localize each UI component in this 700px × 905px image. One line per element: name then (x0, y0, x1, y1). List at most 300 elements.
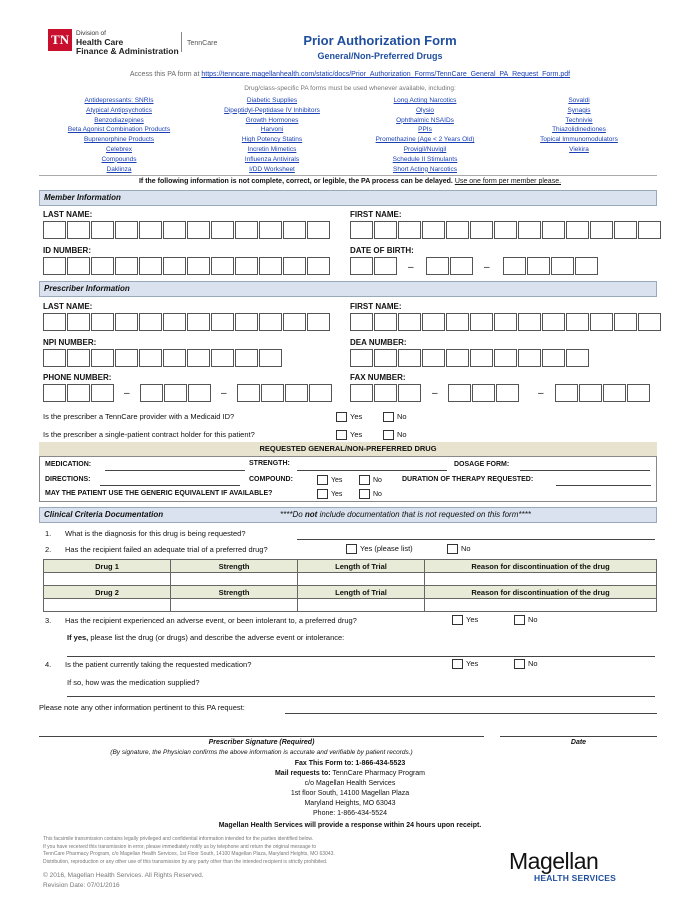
member-id-boxes[interactable] (43, 257, 331, 275)
char-box[interactable] (350, 349, 373, 367)
char-box[interactable] (115, 313, 138, 331)
confid-line3: TennCare Pharmacy Program, c/o Magellan Health Services, 1st Floor South, 14100 Magellan Plaza, Maryland Heights, MO 63043. (43, 851, 335, 857)
drug-link[interactable]: Sovaldi (568, 97, 590, 104)
char-box[interactable] (67, 313, 90, 331)
char-box[interactable] (470, 313, 493, 331)
char-box[interactable] (115, 221, 138, 239)
no-label: No (528, 659, 538, 668)
drug-link[interactable]: Benzodiazepines (94, 116, 144, 124)
prescriber-last-name-boxes[interactable] (43, 313, 331, 331)
table-row[interactable] (44, 599, 657, 612)
char-box[interactable] (115, 349, 138, 367)
clinical-section-bar (39, 507, 657, 523)
other-info-label: Please note any other information pertinent to this PA request: (39, 703, 245, 712)
q3-follow-bold: If yes, (67, 633, 89, 642)
yes-label: Yes (350, 430, 363, 439)
char-box[interactable] (43, 221, 66, 239)
char-box[interactable] (603, 384, 626, 402)
q2-number: 2. (45, 545, 52, 554)
q4-answer-line[interactable] (67, 696, 655, 697)
char-box[interactable] (259, 257, 282, 275)
drug-link[interactable]: Promethazine (Age < 2 Years Old) (375, 136, 475, 144)
char-box[interactable] (307, 313, 330, 331)
char-box[interactable] (638, 313, 661, 331)
magellan-logo-sub: HEALTH SERVICES (534, 873, 617, 883)
npi-boxes[interactable] (43, 349, 283, 367)
yes-label: Yes (466, 659, 479, 668)
char-box[interactable] (470, 221, 493, 239)
char-box[interactable] (614, 221, 637, 239)
char-box[interactable] (398, 349, 421, 367)
yes-label: Yes (please list) (360, 544, 413, 553)
other-info-line[interactable] (285, 713, 657, 714)
char-box[interactable] (43, 313, 66, 331)
drug-link[interactable]: Compounds (101, 155, 137, 163)
char-box[interactable] (188, 384, 211, 402)
char-box[interactable] (542, 221, 565, 239)
char-box[interactable] (398, 221, 421, 239)
checkbox[interactable] (452, 615, 463, 625)
warning-link: Use one form per member please. (454, 178, 562, 185)
drug-link[interactable]: Daklinza (106, 165, 132, 173)
confidentiality-notice (43, 836, 335, 866)
dept-line1: Division of (76, 30, 106, 37)
drug-link[interactable]: High Potency Statins (241, 136, 303, 144)
drug-link[interactable]: Incretin Mimetics (247, 146, 297, 153)
duration-line[interactable] (556, 485, 651, 486)
checkbox[interactable] (346, 544, 357, 554)
table-header-cell: Drug 1 (44, 560, 171, 573)
checkbox[interactable] (317, 475, 328, 485)
warning-text: If the following information is not complete, correct, or legible, the PA process can be delayed. (138, 178, 453, 185)
header-divider (181, 32, 182, 52)
char-box[interactable] (163, 349, 186, 367)
mail-line2: c/o Magellan Health Services (304, 780, 396, 787)
q3-text: Has the recipient experienced an adverse event, or been intolerant to, a preferred drug? (65, 616, 357, 625)
drug-link[interactable]: Provigil/Nuvigil (403, 146, 447, 153)
char-box[interactable] (67, 221, 90, 239)
q2-yes[interactable] (346, 544, 413, 554)
revision-date: Revision Date: 07/01/2016 (43, 882, 120, 889)
directions-label: DIRECTIONS: (45, 476, 91, 483)
access-line (0, 71, 700, 78)
drug-link[interactable]: Ophthalmic NSAIDs (396, 116, 454, 124)
char-box[interactable] (259, 349, 282, 367)
phone-area-boxes[interactable] (43, 384, 115, 402)
dosage-form-line[interactable] (520, 470, 650, 471)
warning-line (0, 178, 700, 185)
q-single-no[interactable] (383, 430, 407, 440)
q1-text: What is the diagnosis for this drug is being requested? (65, 529, 246, 538)
note-post: include documentation that is not requested on this form**** (317, 510, 531, 519)
char-box[interactable] (527, 257, 550, 275)
drug-link[interactable]: Buprenorphine Products (83, 136, 155, 144)
char-box[interactable] (374, 349, 397, 367)
medication-line[interactable] (105, 470, 245, 471)
char-box[interactable] (211, 313, 234, 331)
char-box[interactable] (235, 257, 258, 275)
signature-line[interactable] (39, 736, 484, 737)
char-box[interactable] (472, 384, 495, 402)
char-box[interactable] (422, 313, 445, 331)
char-box[interactable] (43, 257, 66, 275)
duration-label: DURATION OF THERAPY REQUESTED: (402, 476, 534, 483)
generic-no[interactable] (359, 489, 382, 499)
copyright: © 2016, Magellan Health Services. All Rights Reserved. (43, 872, 204, 879)
char-box[interactable] (283, 221, 306, 239)
fax-area-boxes[interactable] (350, 384, 422, 402)
drug-link[interactable]: Harvoni (260, 126, 284, 134)
class-note: Drug/class-specific PA forms must be used whenever available, including: (244, 85, 456, 92)
char-box[interactable] (494, 221, 517, 239)
prescriber-section-bar: Prescriber Information (39, 281, 657, 297)
char-box[interactable] (163, 221, 186, 239)
char-box[interactable] (426, 257, 449, 275)
dosage-form-label: DOSAGE FORM: (454, 461, 510, 468)
char-box[interactable] (283, 313, 306, 331)
q1-answer-line[interactable] (297, 539, 655, 540)
drug-link[interactable]: Diabetic Supplies (246, 97, 298, 104)
char-box[interactable] (91, 313, 114, 331)
drug-link[interactable]: Antidepressants: SNRIs (84, 97, 154, 104)
drug-link[interactable]: Topical Immunomodulators (540, 136, 618, 144)
tenncare-label: TennCare (187, 40, 218, 47)
no-label: No (373, 490, 382, 498)
date-line[interactable] (500, 736, 657, 737)
table-row[interactable] (44, 573, 657, 586)
char-box[interactable] (575, 257, 598, 275)
char-box[interactable] (638, 221, 661, 239)
char-box[interactable] (518, 313, 541, 331)
char-box[interactable] (237, 384, 260, 402)
clinical-note (280, 510, 531, 519)
checkbox[interactable] (359, 489, 370, 499)
fax-dash-2: – (538, 388, 544, 399)
char-box[interactable] (283, 257, 306, 275)
char-box[interactable] (235, 349, 258, 367)
dea-boxes[interactable] (350, 349, 590, 367)
char-box[interactable] (542, 349, 565, 367)
char-box[interactable] (350, 313, 373, 331)
checkbox[interactable] (383, 412, 394, 422)
checkbox[interactable] (514, 659, 525, 669)
char-box[interactable] (350, 257, 373, 275)
yes-label: Yes (331, 476, 343, 484)
fax-line-boxes[interactable] (555, 384, 651, 402)
char-box[interactable] (566, 221, 589, 239)
char-box[interactable] (398, 313, 421, 331)
clinical-section-title: Clinical Criteria Documentation (44, 510, 164, 519)
char-box[interactable] (163, 313, 186, 331)
char-box[interactable] (446, 221, 469, 239)
char-box[interactable] (422, 349, 445, 367)
no-label: No (461, 544, 471, 553)
dob-dash-2: – (484, 262, 490, 273)
member-last-name-label: LAST NAME: (43, 210, 93, 219)
table-header-row (44, 586, 657, 599)
checkbox[interactable] (383, 430, 394, 440)
char-box[interactable] (590, 313, 613, 331)
response-line: Magellan Health Services will provide a response within 24 hours upon receipt. (218, 822, 482, 829)
drug-link[interactable]: Technivie (565, 116, 593, 124)
q3-no[interactable] (514, 615, 538, 625)
no-label: No (397, 430, 407, 439)
char-box[interactable] (555, 384, 578, 402)
char-box[interactable] (67, 349, 90, 367)
char-box[interactable] (566, 313, 589, 331)
phone-dash-1: – (124, 388, 130, 399)
access-url-link[interactable]: https://tenncare.magellanhealth.com/static/docs/Prior_Authorization_Forms/TennCare_General_PA_Request_Form.pdf (201, 71, 571, 78)
char-box[interactable] (140, 384, 163, 402)
date-label: Date (570, 739, 587, 746)
member-section-bar: Member Information (39, 190, 657, 206)
char-box[interactable] (43, 384, 66, 402)
mail-label: Mail requests to: (274, 770, 331, 777)
char-box[interactable] (374, 313, 397, 331)
char-box[interactable] (67, 384, 90, 402)
confid-line4: Distribution, reproduction or any other use of this transmission by any party other than the intended recipient is strictly prohibited. (43, 858, 328, 865)
checkbox[interactable] (336, 430, 347, 440)
drug1-table (43, 559, 657, 586)
char-box[interactable] (446, 349, 469, 367)
fax-prefix-boxes[interactable] (448, 384, 520, 402)
note-not: not (304, 510, 318, 519)
checkbox[interactable] (447, 544, 458, 554)
dea-label: DEA NUMBER: (350, 338, 407, 347)
q3-follow-text: please list the drug (or drugs) and describe the adverse event or intolerance: (88, 633, 345, 642)
member-first-name-label: FIRST NAME: (350, 210, 402, 219)
q-tenncare-no[interactable] (383, 412, 407, 422)
char-box[interactable] (448, 384, 471, 402)
q-single-yes[interactable] (336, 430, 362, 440)
q4-yes[interactable] (452, 659, 478, 669)
mail-line4: Maryland Heights, MO 63043 (304, 800, 396, 807)
form-title: Prior Authorization Form (303, 33, 457, 48)
drug-link[interactable]: Olysio (415, 106, 435, 114)
table-header-cell: Drug 2 (44, 586, 171, 599)
member-dob-year-boxes[interactable] (503, 257, 599, 275)
char-box[interactable] (139, 257, 162, 275)
q4-number: 4. (45, 660, 52, 669)
char-box[interactable] (115, 257, 138, 275)
requested-drug-header: REQUESTED GENERAL/NON-PREFERRED DRUG (39, 442, 657, 457)
checkbox[interactable] (359, 475, 370, 485)
phone-dash-2: – (221, 388, 227, 399)
char-box[interactable] (139, 349, 162, 367)
checkbox[interactable] (317, 489, 328, 499)
signature-note: (By signature, the Physician confirms the above information is accurate and verifiable by patient records.) (110, 749, 413, 756)
char-box[interactable] (350, 384, 373, 402)
q1-number: 1. (45, 529, 52, 538)
member-last-name-boxes[interactable] (43, 221, 331, 239)
char-box[interactable] (235, 313, 258, 331)
char-box[interactable] (627, 384, 650, 402)
mail-line3: 1st floor South, 14100 Magellan Plaza (290, 790, 410, 797)
drug-link[interactable]: Beta Agonist Combination Products (67, 126, 171, 134)
mail-line (0, 770, 700, 777)
drug-link[interactable]: Long Acting Narcotics (393, 97, 457, 104)
fax-form-line: Fax This Form to: 1-866-434-5523 (294, 760, 406, 767)
char-box[interactable] (350, 221, 373, 239)
member-dob-day-boxes[interactable] (426, 257, 474, 275)
char-box[interactable] (579, 384, 602, 402)
strength-label: STRENGTH: (249, 460, 290, 467)
table-header-cell: Strength (171, 586, 298, 599)
dept-line2: Health Care (76, 37, 124, 47)
confid-line1: This facsimile transmission contains legally privileged and confidential information intended for the parties identified below. (43, 836, 314, 842)
compound-label: COMPOUND: (249, 476, 293, 483)
member-first-name-boxes[interactable] (350, 221, 662, 239)
access-prefix: Access this PA form at (129, 71, 200, 78)
char-box[interactable] (91, 384, 114, 402)
generic-yes[interactable] (317, 489, 342, 499)
drug-link[interactable]: Thiazolidinediones (552, 126, 606, 134)
char-box[interactable] (211, 221, 234, 239)
no-label: No (528, 615, 538, 624)
drug-link[interactable]: Influenza Antivirals (244, 155, 300, 163)
drug-link[interactable]: PPIs (418, 126, 432, 134)
directions-line[interactable] (100, 485, 240, 486)
drug-link[interactable]: Schedule II Stimulants (392, 155, 458, 163)
member-dob-label: DATE OF BIRTH: (350, 246, 414, 255)
char-box[interactable] (614, 313, 637, 331)
q-tenncare-provider: Is the prescriber a TennCare provider with a Medicaid ID? (43, 412, 235, 421)
char-box[interactable] (307, 221, 330, 239)
char-box[interactable] (503, 257, 526, 275)
char-box[interactable] (91, 349, 114, 367)
char-box[interactable] (163, 257, 186, 275)
char-box[interactable] (422, 221, 445, 239)
drug-link[interactable]: I/DD Worksheet (249, 165, 295, 173)
char-box[interactable] (494, 313, 517, 331)
table-header-cell: Reason for discontinuation of the drug (425, 586, 657, 599)
medication-label: MEDICATION: (45, 461, 92, 468)
char-box[interactable] (261, 384, 284, 402)
char-box[interactable] (43, 349, 66, 367)
q4-no[interactable] (514, 659, 538, 669)
char-box[interactable] (398, 384, 421, 402)
drug-link[interactable]: Short Acting Narcotics (393, 165, 457, 173)
table-header-cell: Length of Trial (298, 586, 425, 599)
no-label: No (397, 412, 407, 421)
fax-label: FAX NUMBER: (350, 373, 406, 382)
char-box[interactable] (211, 257, 234, 275)
mail-line1: TennCare Pharmacy Program (332, 770, 426, 777)
npi-label: NPI NUMBER: (43, 338, 97, 347)
char-box[interactable] (164, 384, 187, 402)
phone-line-boxes[interactable] (237, 384, 333, 402)
drug-link[interactable]: Synagis (567, 106, 591, 114)
char-box[interactable] (518, 349, 541, 367)
char-box[interactable] (67, 257, 90, 275)
char-box[interactable] (494, 349, 517, 367)
q3-answer-line[interactable] (67, 656, 655, 657)
yes-label: Yes (331, 490, 343, 498)
char-box[interactable] (139, 221, 162, 239)
prescriber-first-name-label: FIRST NAME: (350, 302, 402, 311)
char-box[interactable] (259, 313, 282, 331)
q-tenncare-yes[interactable] (336, 412, 362, 422)
char-box[interactable] (446, 313, 469, 331)
char-box[interactable] (307, 257, 330, 275)
checkbox[interactable] (514, 615, 525, 625)
q4-followup: If so, how was the medication supplied? (67, 678, 200, 687)
checkbox[interactable] (452, 659, 463, 669)
char-box[interactable] (285, 384, 308, 402)
prescriber-first-name-boxes[interactable] (350, 313, 662, 331)
q4-text: Is the patient currently taking the requested medication? (65, 660, 252, 669)
char-box[interactable] (374, 257, 397, 275)
links-divider (39, 175, 657, 176)
compound-yes[interactable] (317, 475, 342, 485)
form-subtitle: General/Non-Preferred Drugs (317, 51, 443, 61)
char-box[interactable] (235, 221, 258, 239)
char-box[interactable] (309, 384, 332, 402)
char-box[interactable] (518, 221, 541, 239)
dept-name (76, 29, 179, 56)
char-box[interactable] (139, 313, 162, 331)
drug-link[interactable]: Atypical Antipsychotics (86, 106, 152, 114)
char-box[interactable] (187, 349, 210, 367)
table-header-cell: Length of Trial (298, 560, 425, 573)
generic-question: MAY THE PATIENT USE THE GENERIC EQUIVALENT IF AVAILABLE? (45, 490, 273, 497)
drug-link[interactable]: Viekira (569, 146, 589, 153)
q3-number: 3. (45, 616, 52, 625)
q3-yes[interactable] (452, 615, 478, 625)
yes-label: Yes (350, 412, 363, 421)
member-dob-month-boxes[interactable] (350, 257, 398, 275)
q2-no[interactable] (447, 544, 471, 554)
char-box[interactable] (566, 349, 589, 367)
fax-dash-1: – (432, 388, 438, 399)
char-box[interactable] (187, 313, 210, 331)
magellan-logo-name: Magellan (509, 848, 599, 874)
dept-line3: Finance & Administration (76, 46, 179, 56)
phone-prefix-boxes[interactable] (140, 384, 212, 402)
drug-link[interactable]: Growth Hormones (245, 116, 299, 124)
char-box[interactable] (91, 221, 114, 239)
char-box[interactable] (187, 257, 210, 275)
tn-logo (48, 29, 72, 51)
drug-link[interactable]: Dipeptidyl-Peptidase IV Inhibitors (224, 106, 320, 114)
phone-label: PHONE NUMBER: (43, 373, 112, 382)
checkbox[interactable] (336, 412, 347, 422)
tn-logo-mark: TN (50, 32, 70, 47)
char-box[interactable] (374, 221, 397, 239)
char-box[interactable] (450, 257, 473, 275)
char-box[interactable] (374, 384, 397, 402)
drug-link[interactable]: Celebrex (105, 146, 132, 153)
compound-no[interactable] (359, 475, 382, 485)
char-box[interactable] (496, 384, 519, 402)
no-label: No (373, 476, 382, 484)
yes-label: Yes (466, 615, 479, 624)
char-box[interactable] (187, 221, 210, 239)
q3-followup (67, 633, 344, 642)
table-header-row (44, 560, 657, 573)
char-box[interactable] (211, 349, 234, 367)
member-id-label: ID NUMBER: (43, 246, 91, 255)
char-box[interactable] (470, 349, 493, 367)
char-box[interactable] (590, 221, 613, 239)
char-box[interactable] (91, 257, 114, 275)
char-box[interactable] (542, 313, 565, 331)
dob-dash-1: – (408, 262, 414, 273)
char-box[interactable] (259, 221, 282, 239)
strength-line[interactable] (297, 470, 447, 471)
char-box[interactable] (551, 257, 574, 275)
table-header-cell: Reason for discontinuation of the drug (425, 560, 657, 573)
